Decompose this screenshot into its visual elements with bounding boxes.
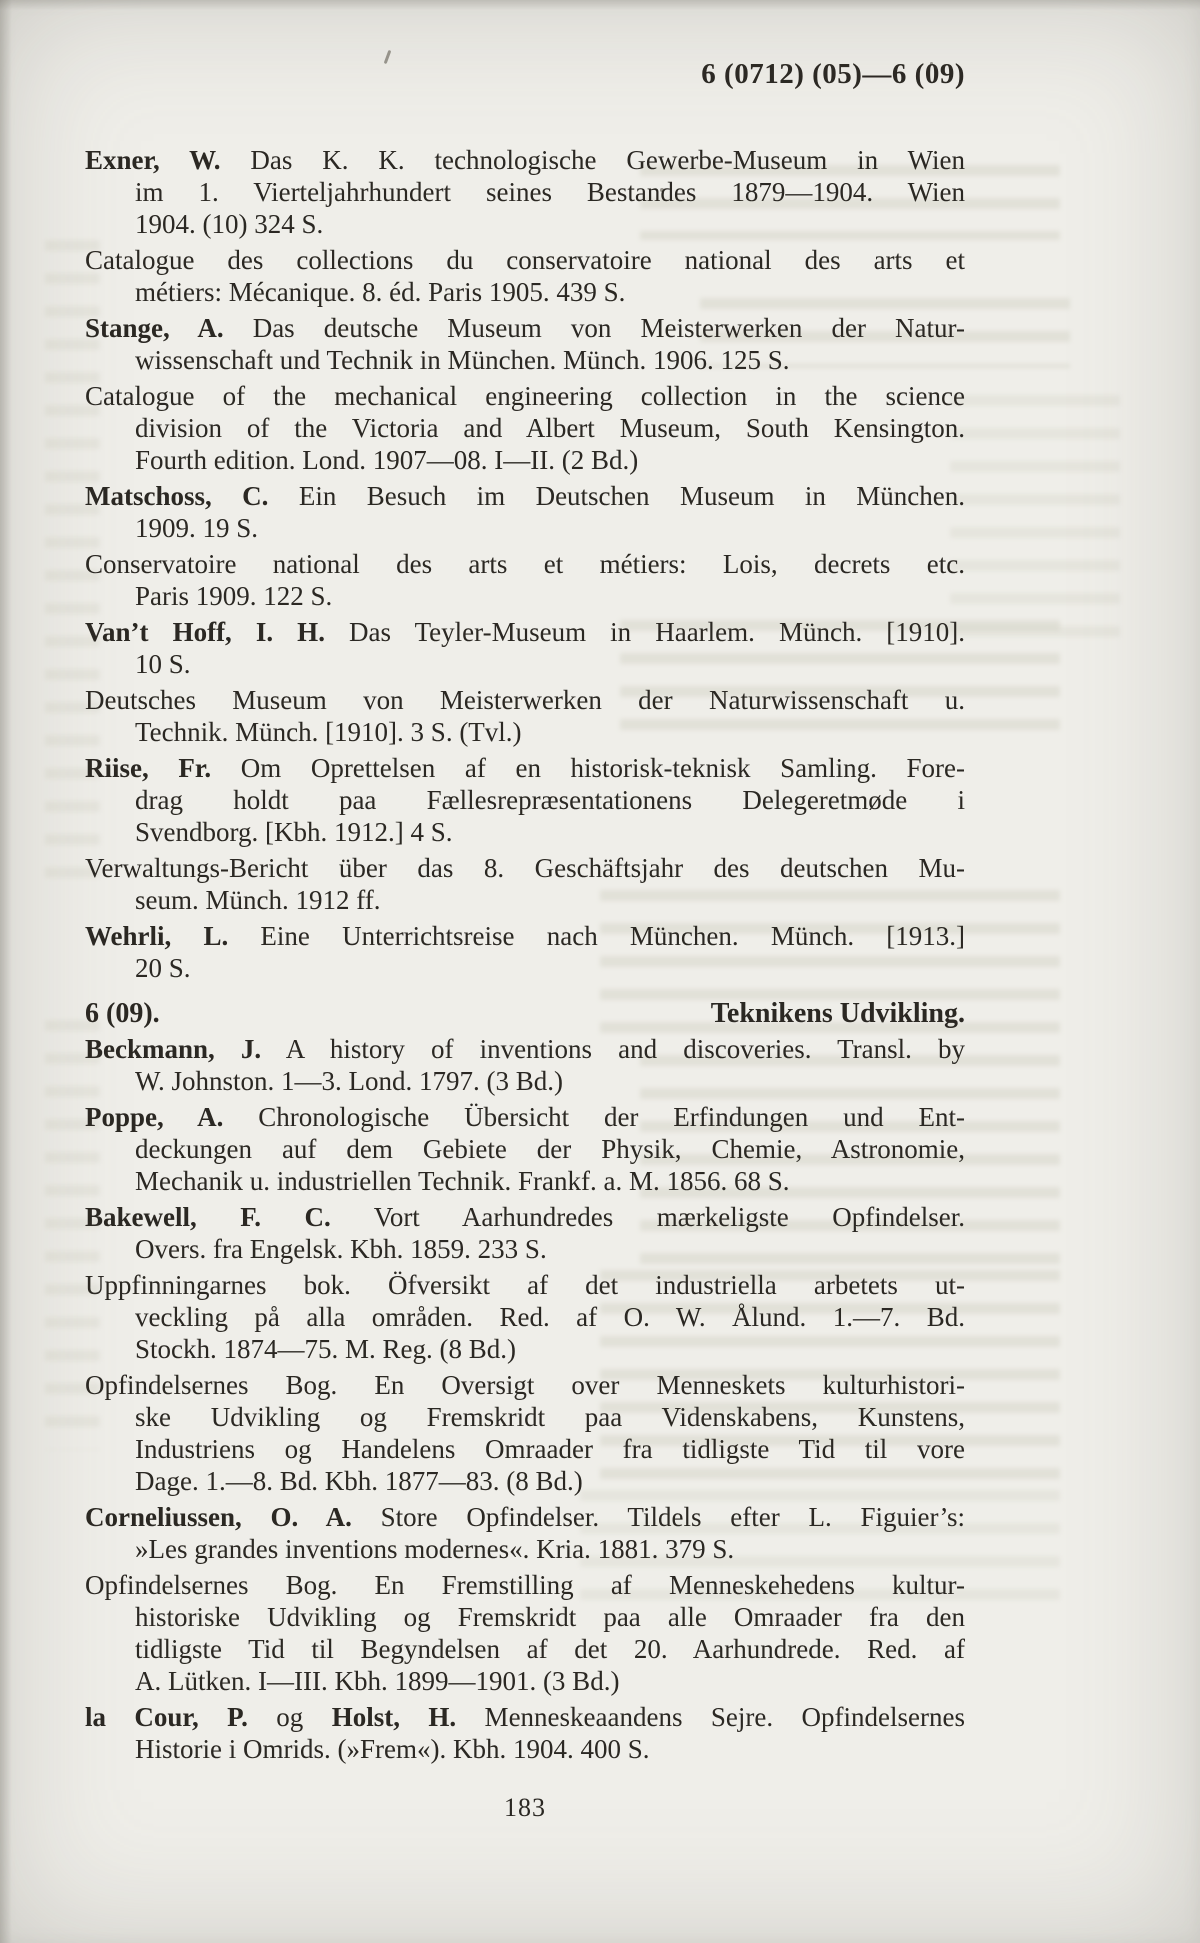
- entry-text: »Les grandes inventions modernes«. Kria. 1881. 379 S.: [135, 1534, 735, 1564]
- entry-line: [135, 884, 965, 916]
- entry-text: veckling på alla områden. Red. af O. W. Ålund. 1.—7. Bd.: [135, 1302, 965, 1332]
- bibliography-entry: [85, 920, 965, 984]
- entry-text: Chronologische Übersicht der Erfindungen und Ent-: [223, 1102, 965, 1132]
- entry-line: [85, 144, 965, 176]
- entry-text: Vort Aarhundredes mærkeligste Opfindelser.: [330, 1202, 965, 1232]
- entry-line: [135, 1165, 965, 1197]
- entry-text: Historie i Omrids. (»Frem«). Kbh. 1904. 400 S.: [135, 1734, 650, 1764]
- entry-text: Overs. fra Engelsk. Kbh. 1859. 233 S.: [135, 1234, 547, 1264]
- author-name: Riise, Fr.: [85, 753, 212, 783]
- entry-line: [135, 1465, 965, 1497]
- entry-text: Industriens og Handelens Omraader fra tidligste Tid til vore: [135, 1434, 965, 1464]
- bibliography-entry: [85, 244, 965, 308]
- entry-line: [135, 1065, 965, 1097]
- author-name: Poppe, A.: [85, 1102, 224, 1132]
- entry-line: [135, 512, 965, 544]
- entry-line: [135, 1301, 965, 1333]
- entry-line: [85, 548, 965, 580]
- scanned-page: [85, 0, 965, 1823]
- entry-text: Das Teyler-Museum in Haarlem. Münch. [1910].: [324, 617, 965, 647]
- entry-text: Ein Besuch im Deutschen Museum in München.: [268, 481, 966, 511]
- author-name: Stange, A.: [85, 313, 224, 343]
- entry-line: [135, 412, 965, 444]
- bibliography-entry: [85, 380, 965, 476]
- entry-text: tidligste Tid til Begyndelsen af det 20. Aarhundrede. Red. af: [135, 1634, 965, 1664]
- entry-line: [135, 1665, 965, 1697]
- scan-edge-shadow: [0, 0, 12, 1943]
- entry-line: [135, 1233, 965, 1265]
- bibliography-entry: [85, 1501, 965, 1565]
- bibliography-entry: [85, 1569, 965, 1697]
- bibliography-entry: [85, 480, 965, 544]
- bibliography: [85, 144, 965, 1765]
- entry-text: Das K. K. technologische Gewerbe-Museum in Wien: [220, 145, 965, 175]
- entry-text: Opfindelsernes Bog. En Oversigt over Menneskets kulturhistori-: [85, 1370, 965, 1400]
- entry-text: Svendborg. [Kbh. 1912.] 4 S.: [135, 817, 453, 847]
- entry-text: Dage. 1.—8. Bd. Kbh. 1877—83. (8 Bd.): [135, 1466, 583, 1496]
- entry-line: [135, 176, 965, 208]
- entry-line: [135, 1601, 965, 1633]
- entry-text: Conservatoire national des arts et métiers: Lois, decrets etc.: [85, 549, 965, 579]
- entry-line: [85, 1569, 965, 1601]
- entry-line: [135, 1333, 965, 1365]
- scan-edge-shadow: [0, 0, 1200, 10]
- entry-line: [85, 1201, 965, 1233]
- author-name: Exner, W.: [85, 145, 221, 175]
- entry-text: Technik. Münch. [1910]. 3 S. (Tvl.): [135, 717, 522, 747]
- section-title: Teknikens Udvikling.: [710, 998, 965, 1029]
- entry-line: [135, 1733, 965, 1765]
- entry-text: seum. Münch. 1912 ff.: [135, 885, 381, 915]
- bibliography-entry: [85, 1033, 965, 1097]
- entry-line: [85, 380, 965, 412]
- author-name: la Cour, P.: [85, 1702, 248, 1732]
- entry-line: [135, 276, 965, 308]
- entry-text: ske Udvikling og Fremskridt paa Videnskabens, Kunstens,: [135, 1402, 965, 1432]
- author-name: Corneliussen, O. A.: [85, 1502, 352, 1532]
- entry-text: W. Johnston. 1—3. Lond. 1797. (3 Bd.): [135, 1066, 564, 1096]
- entry-line: [85, 244, 965, 276]
- entry-line: [135, 1401, 965, 1433]
- entry-line: [135, 816, 965, 848]
- bibliography-entry: [85, 548, 965, 612]
- running-head: 6 (0712) (05)—6 (09): [701, 58, 965, 90]
- entry-text: division of the Victoria and Albert Museum, South Kensington.: [135, 413, 965, 443]
- entry-line: [85, 752, 965, 784]
- entry-line: [135, 1633, 965, 1665]
- entry-line: [135, 444, 965, 476]
- entry-text: deckungen auf dem Gebiete der Physik, Chemie, Astronomie,: [135, 1134, 965, 1164]
- entry-text: Stockh. 1874—75. M. Reg. (8 Bd.): [135, 1334, 516, 1364]
- bibliography-entry: [85, 852, 965, 916]
- entry-text: Menneskeaandens Sejre. Opfindelsernes: [456, 1702, 965, 1732]
- entry-line: [85, 480, 965, 512]
- entry-line: [85, 852, 965, 884]
- author-name: Beckmann, J.: [85, 1034, 262, 1064]
- entry-text: drag holdt paa Fællesrepræsentationens Delegeretmøde i: [135, 785, 965, 815]
- entry-line: [85, 1033, 965, 1065]
- entry-text: im 1. Vierteljahrhundert seines Bestandes 1879—1904. Wien: [135, 177, 965, 207]
- entry-text: Paris 1909. 122 S.: [135, 581, 333, 611]
- entry-text: Catalogue of the mechanical engineering collection in the science: [85, 381, 965, 411]
- entry-text: Uppfinningarnes bok. Öfversikt af det industriella arbetets ut-: [85, 1270, 965, 1300]
- entry-text: Om Oprettelsen af en historisk-teknisk Samling. Fore-: [211, 753, 965, 783]
- entry-line: [135, 716, 965, 748]
- bibliography-entry: [85, 312, 965, 376]
- entry-text: Eine Unterrichtsreise nach München. Münch. [1913.]: [228, 921, 965, 951]
- entry-line: [135, 344, 965, 376]
- entry-text: 10 S.: [135, 649, 191, 679]
- entry-text: Das deutsche Museum von Meisterwerken der Natur-: [223, 313, 965, 343]
- entry-line: [85, 1369, 965, 1401]
- entry-line: [135, 784, 965, 816]
- entry-line: [135, 1133, 965, 1165]
- bibliography-entry: [85, 1101, 965, 1197]
- entry-line: [135, 952, 965, 984]
- bibliography-entry: [85, 1701, 965, 1765]
- entry-line: [85, 920, 965, 952]
- bibliography-entry: [85, 684, 965, 748]
- entry-text: Verwaltungs-Bericht über das 8. Geschäftsjahr des deutschen Mu-: [85, 853, 965, 883]
- entry-line: [85, 684, 965, 716]
- entry-text: Store Opfindelser. Tildels efter L. Figuier’s:: [351, 1502, 965, 1532]
- entry-line: [135, 208, 965, 240]
- entry-line: [85, 1101, 965, 1133]
- author-name: Bakewell, F. C.: [85, 1202, 331, 1232]
- bibliography-entry: [85, 616, 965, 680]
- entry-text: A history of inventions and discoveries. Transl. by: [261, 1034, 965, 1064]
- entry-text: métiers: Mécanique. 8. éd. Paris 1905. 439 S.: [135, 277, 626, 307]
- entry-line: [135, 580, 965, 612]
- author-name: Van’t Hoff, I. H.: [85, 617, 325, 647]
- author-name: Wehrli, L.: [85, 921, 229, 951]
- entry-text: A. Lütken. I—III. Kbh. 1899—1901. (3 Bd.): [135, 1666, 620, 1696]
- entry-line: [135, 648, 965, 680]
- entry-text: Opfindelsernes Bog. En Fremstilling af Menneskehedens kultur-: [85, 1570, 965, 1600]
- author-name: Matschoss, C.: [85, 481, 269, 511]
- entry-line: [85, 1501, 965, 1533]
- entry-line: [135, 1433, 965, 1465]
- entry-line: [85, 312, 965, 344]
- entry-text: Catalogue des collections du conservatoire national des arts et: [85, 245, 965, 275]
- entry-text: historiske Udvikling og Fremskridt paa alle Omraader fra den: [135, 1602, 965, 1632]
- entry-text: 1909. 19 S.: [135, 513, 259, 543]
- entry-line: [85, 616, 965, 648]
- entry-line: [85, 1701, 965, 1733]
- section-code: 6 (09).: [85, 998, 160, 1029]
- entry-text: Fourth edition. Lond. 1907—08. I—II. (2 Bd.): [135, 445, 639, 475]
- entry-text: og: [247, 1702, 332, 1732]
- entry-text: 1904. (10) 324 S.: [135, 209, 324, 239]
- bibliography-entry: [85, 1269, 965, 1365]
- bibliography-entry: [85, 144, 965, 240]
- entry-line: [85, 1269, 965, 1301]
- bibliography-entry: [85, 1201, 965, 1265]
- section-heading: [85, 997, 965, 1030]
- bleed-through-artifact: [950, 395, 1120, 655]
- entry-text: Mechanik u. industriellen Technik. Frankf. a. M. 1856. 68 S.: [135, 1166, 790, 1196]
- entry-line: [135, 1533, 965, 1565]
- page-number: 183: [504, 1793, 546, 1822]
- entry-text: wissenschaft und Technik in München. Münch. 1906. 125 S.: [135, 345, 790, 375]
- bibliography-entry: [85, 1369, 965, 1497]
- entry-text: Deutsches Museum von Meisterwerken der Naturwissenschaft u.: [85, 685, 965, 715]
- bibliography-entry: [85, 752, 965, 848]
- author-name: Holst, H.: [331, 1702, 457, 1732]
- entry-text: 20 S.: [135, 953, 191, 983]
